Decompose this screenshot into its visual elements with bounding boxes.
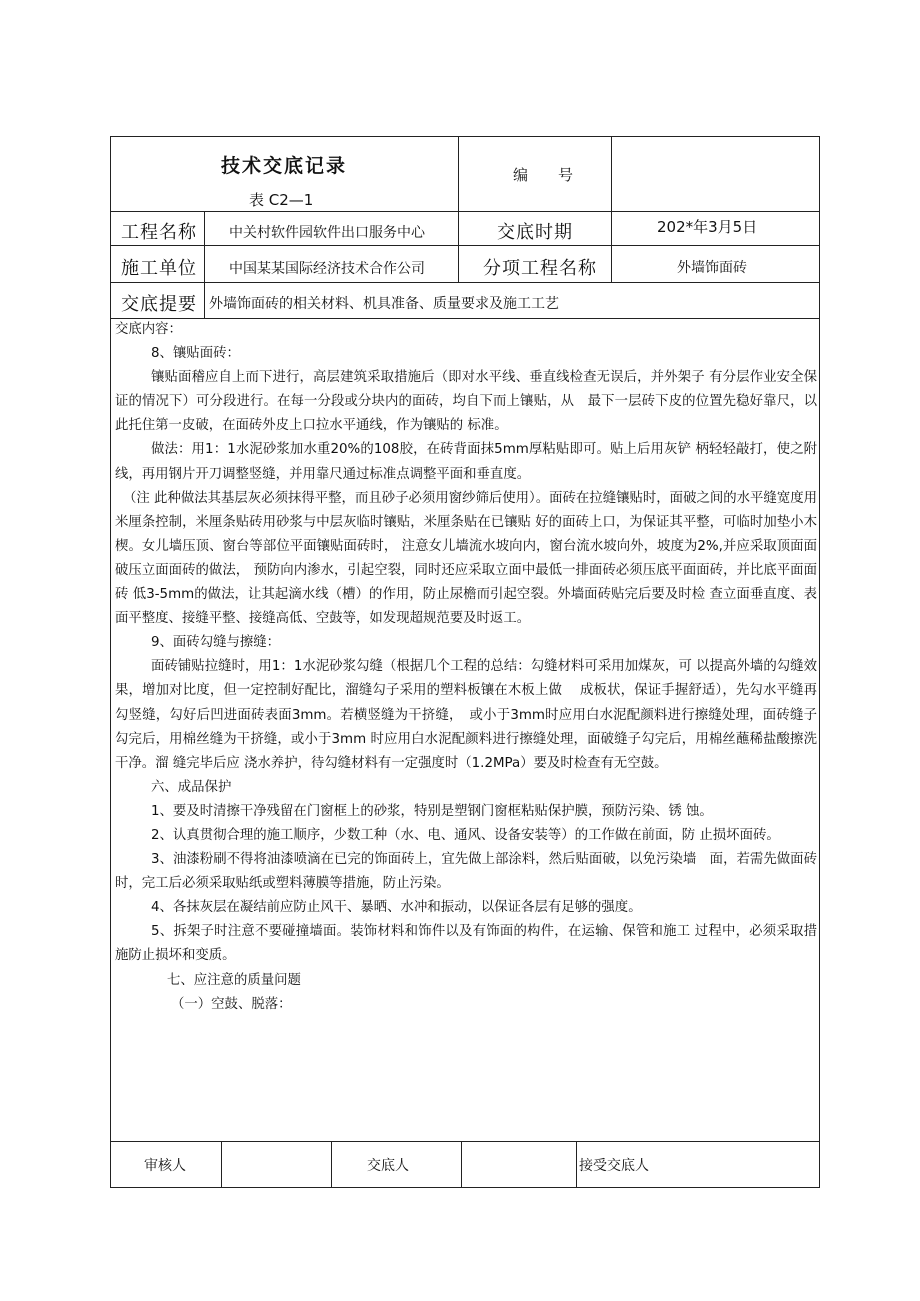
rule-footer-top [111,1141,819,1142]
date-value[interactable]: 202*年3月5日 [657,218,758,236]
content-paragraph: 七、应注意的质量问题 [167,972,301,988]
rule-footer-3 [461,1141,462,1187]
disclosure-form [110,136,820,1188]
content-paragraph: 1、要及时清擦干净残留在门窗框上的砂浆，特别是塑钢门窗框粘贴保护膜，预防污染、锈 蚀。 [151,803,713,819]
form-title: 技术交底记录 [221,155,348,177]
content-paragraph: 面砖铺贴拉缝时，用1：1水泥砂浆勾缝（根据几个工程的总结：勾缝材料可采用加煤灰，可 以提高外墙的勾缝效果，增加对比度，但一定控制好配比，溜缝勾子采用的塑料板镶在木板上做 成板状，保证手握舒适），先勾水平缝再勾竖缝，勾好后凹进面砖表面3mm。若横竖缝为干挤缝， 或小于3mm时应用白水泥配颜料进行擦缝处理，面砖缝子勾完后，用棉丝缝为干挤缝，或小于3mm 时应用白水泥配颜料进行擦缝处理，面破缝子勾完后，用棉丝蘸稀盐酸擦洗干净。溜 缝完毕后应 浇水养护，待勾缝材料有一定强度时（1.2MPa）要及时检查有无空鼓。 [115,659,817,771]
content-paragraph: 2、认真贯彻合理的施工顺序，少数工种（水、电、通风、设备安装等）的工作做在前面，防 止损坏面砖。 [151,827,780,843]
contractor-label: 施工单位 [121,258,197,279]
receiver-label: 接受交底人 [579,1158,649,1174]
rule-header-bottom [111,211,819,212]
content-paragraph: （一）空鼓、脱落： [171,996,292,1012]
rule-footer-4 [576,1141,577,1187]
content-paragraph: 8、镶贴面砖： [151,346,240,362]
number-label: 编 号 [513,166,574,184]
form-code: 表 C2—1 [249,191,314,209]
date-label: 交底时期 [497,222,573,243]
content-paragraph: 9、面砖勾缝与擦缝： [151,635,281,651]
content-paragraph: （注 此种做法其基层灰必须抹得平整，而且砂子必须用窗纱筛后使用）。面砖在拉缝镶贴时，面破之间的水平缝宽度用米厘条控制，米厘条贴砖用砂浆与中层灰临时镶贴，米厘条贴在已镶贴 好的面砖上口，为保证其平整，可临时加垫小木楔。女儿墙压顶、窗台等部位平面镶贴面砖时， 注意女儿墙流水坡向内，窗台流水坡向外，坡度为2%,并应采取顶面面破压立面面砖的做法， 预防向内渗水，引起空裂，同时还应采取立面中最低一排面砖必须压底平面面砖，并比底平面面砖 低3-5mm的做法，让其起滴水线（槽）的作用，防止尿檐而引起空裂。外墙面砖贴完后要及时检 查立面垂直度、表面平整度、接缝平整、接缝高低、空鼓等，如发现超规范要及时返工。 [115,490,817,627]
content-paragraph: 做法：用1：1水泥砂浆加水重20%的108胶，在砖背面抹5mm厚粘贴即可。贴上后用灰铲 柄轻轻敲打，使之附线，再用钢片开刀调整竖缝，并用靠尺通过标准点调整平面和垂直度。 [115,442,817,482]
rule-row-project [111,245,819,246]
summary-value[interactable]: 外墙饰面砖的相关材料、机具准备、质量要求及施工工艺 [209,296,559,312]
rule-right-column [611,137,612,282]
rule-row-contractor [111,282,819,283]
rule-footer-1 [221,1141,222,1187]
contractor-value[interactable]: 中国某某国际经济技术合作公司 [229,261,425,277]
reviewer-label: 审核人 [144,1158,186,1174]
content-paragraph: 4、各抹灰层在凝结前应防止风干、暴晒、水冲和振动，以保证各层有足够的强度。 [151,900,642,916]
content-paragraph: 六、成品保护 [151,779,232,795]
content-label: 交底内容： [115,322,182,337]
discloser-label: 交底人 [367,1158,409,1174]
content-paragraph: 镶贴面稽应自上而下进行，高层建筑采取措施后（即对水平线、垂直线检查无误后，并外架子 有分层作业安全保证的情况下）可分段进行。在每一分段或分块内的面砖，均自下而上镶贴，从 最下一层砖下皮的位置先稳好靠尺，以此托住第一皮破，在面砖外皮上口拉水平通线，作为镶贴的 标准。 [115,370,817,434]
project-name-label: 工程名称 [121,222,197,243]
content-paragraph: 3、油漆粉刷不得将油漆喷滴在已完的饰面砖上，宜先做上部涂料，然后贴面破，以免污染墙 面，若需先做面砖时，完工后必须采取贴纸或塑料薄膜等措施，防止污染。 [115,852,817,892]
subproject-label: 分项工程名称 [483,258,597,279]
disclosure-content [115,318,817,1017]
content-paragraph: 5、拆架子时注意不要碰撞墙面。装饰材料和饰件以及有饰面的构件，在运输、保管和施工 过程中，必须采取措施防止损坏和变质。 [115,924,817,964]
project-name-value[interactable]: 中关村软件园软件出口服务中心 [229,225,425,241]
rule-mid-column [458,137,459,282]
summary-label: 交底提要 [121,294,197,315]
subproject-value[interactable]: 外墙饰面砖 [677,260,747,276]
rule-label-column [204,211,205,318]
rule-footer-2 [331,1141,332,1187]
